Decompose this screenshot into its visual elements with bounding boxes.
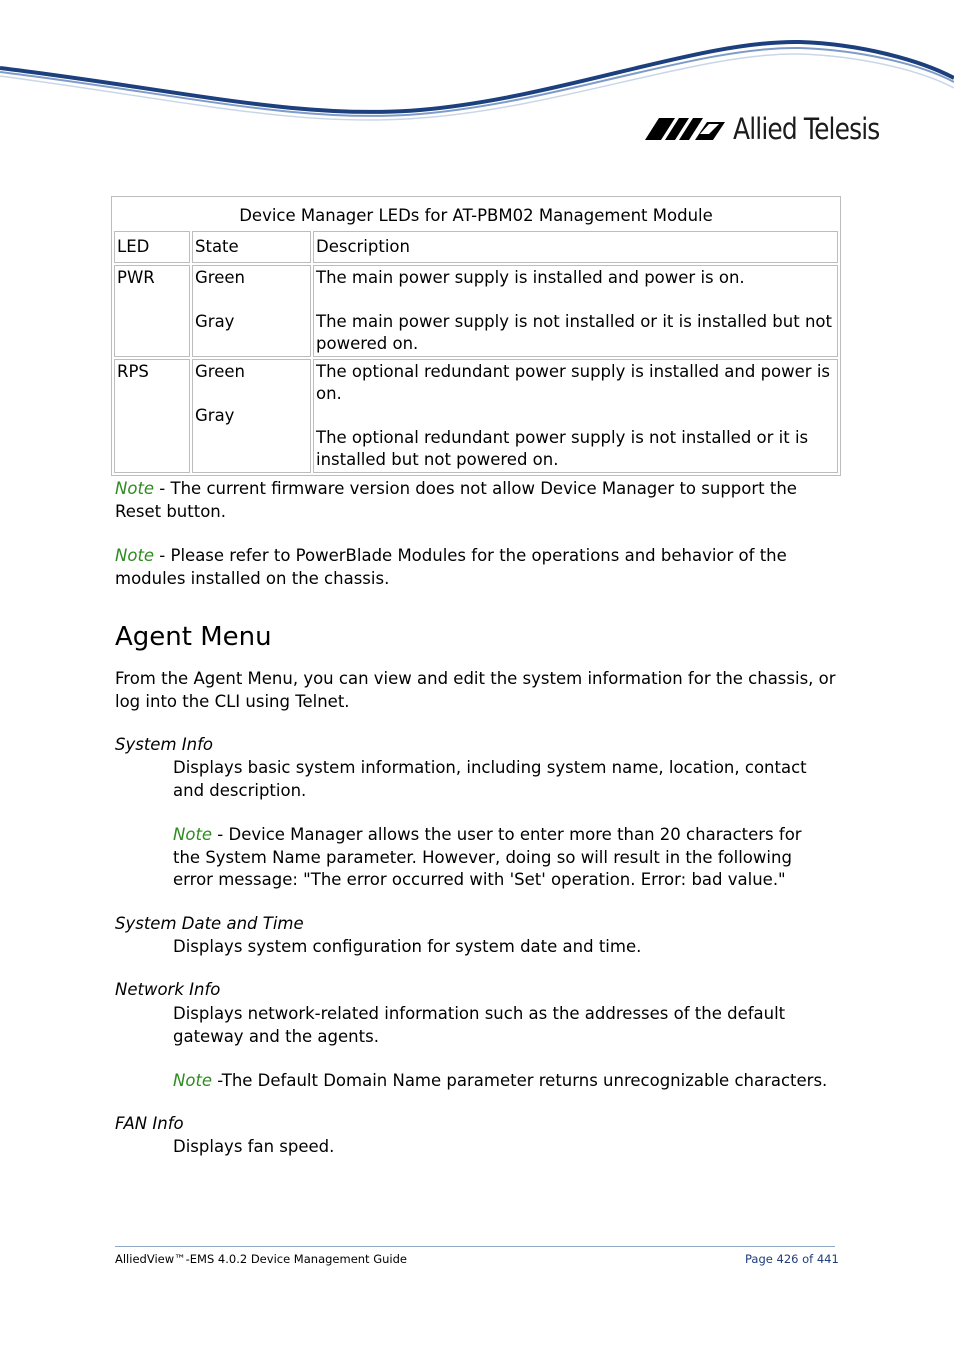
description-value: The main power supply is not installed or it is installed but not powered on. [316, 312, 832, 353]
table-caption: Device Manager LEDs for AT-PBM02 Management Module [239, 206, 713, 225]
note-text: - The current firmware version does not allow Device Manager to support the Reset button. [115, 479, 797, 521]
column-header-led: LED [114, 231, 190, 263]
description-value: The optional redundant power supply is installed and power is on. [316, 362, 830, 403]
description-value: The optional redundant power supply is not installed or it is installed but not powered on. [316, 428, 809, 469]
description-cell [313, 359, 838, 473]
led-cell: RPS [114, 359, 190, 473]
term-fan-info: FAN Info [115, 1114, 184, 1133]
state-cell [192, 359, 311, 473]
note-label: Note [115, 546, 155, 565]
note-text: -The Default Domain Name parameter returns unrecognizable characters. [212, 1071, 828, 1090]
allied-telesis-logo-mark-icon [645, 116, 725, 142]
state-value: Gray [195, 312, 235, 331]
term-system-info: System Info [115, 735, 214, 754]
description-cell [313, 265, 838, 357]
led-table [111, 196, 841, 476]
column-header-description: Description [313, 231, 838, 263]
note-text: - Please refer to PowerBlade Modules for the operations and behavior of the modules installed on the chassis. [115, 546, 787, 588]
led-cell: PWR [114, 265, 190, 357]
note-reset-button [115, 478, 840, 523]
description-value: The main power supply is installed and power is on. [316, 268, 745, 287]
state-cell [192, 265, 311, 357]
section-heading: Agent Menu [115, 622, 272, 652]
state-value: Green [195, 268, 245, 287]
note-label: Note [173, 825, 213, 844]
column-header-state: State [192, 231, 311, 263]
state-value: Green [195, 362, 245, 381]
description-system-date-time: Displays system configuration for system date and time. [173, 937, 642, 956]
section-intro: From the Agent Menu, you can view and edit the system information for the chassis, or log into the CLI using Telnet. [115, 669, 836, 711]
footer-page-number: Page 426 of 441 [745, 1252, 839, 1266]
note-label: Note [173, 1071, 213, 1090]
table-row [114, 265, 838, 357]
description-system-info: Displays basic system information, including system name, location, contact and description. [173, 758, 807, 800]
table-row [114, 359, 838, 473]
description-fan-info: Displays fan speed. [173, 1137, 335, 1156]
note-system-info [173, 824, 833, 892]
term-system-date-time: System Date and Time [115, 914, 304, 933]
allied-telesis-logo [645, 112, 903, 146]
note-network-info [173, 1070, 833, 1093]
footer-document-title: AlliedView™-EMS 4.0.2 Device Management Guide [115, 1252, 407, 1266]
description-network-info: Displays network-related information such as the addresses of the default gateway and the agents. [173, 1004, 786, 1046]
note-powerblade [115, 545, 840, 590]
term-network-info: Network Info [115, 980, 221, 999]
state-value: Gray [195, 406, 235, 425]
note-text: - Device Manager allows the user to enter more than 20 characters for the System Name parameter. However, doing so will result in the following error message: "The error occurred with 'Set' operation. Error: bad value." [173, 825, 802, 889]
logo-wordmark: Allied Telesis [733, 112, 880, 146]
note-label: Note [115, 479, 155, 498]
footer-divider [115, 1246, 835, 1247]
